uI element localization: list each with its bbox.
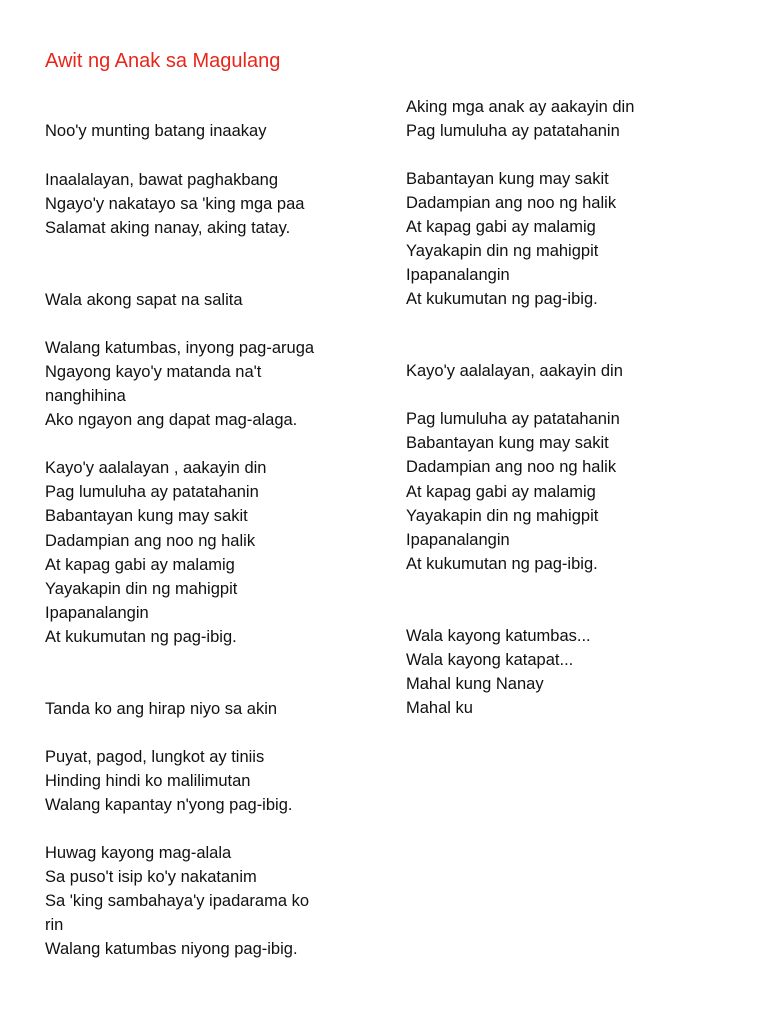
right-line-17: Wala kayong katumbas... <box>406 627 591 645</box>
left-line-8: nanghihina <box>45 387 126 405</box>
right-line-11: Babantayan kung may sakit <box>406 434 609 452</box>
right-line-18: Wala kayong katapat... <box>406 651 574 669</box>
left-line-5: Wala akong sapat na salita <box>45 291 243 309</box>
right-line-5: At kapag gabi ay malamig <box>406 218 596 236</box>
right-line-4: Dadampian ang noo ng halik <box>406 194 617 212</box>
right-line-14: Yayakapin din ng mahigpit <box>406 507 599 525</box>
right-line-2: Pag lumuluha ay patatahanin <box>406 122 620 140</box>
left-line-1: Noo'y munting batang inaakay <box>45 122 267 140</box>
left-line-25: rin <box>45 916 64 934</box>
left-line-26: Walang katumbas niyong pag-ibig. <box>45 940 298 958</box>
left-line-21: Walang kapantay n'yong pag-ibig. <box>45 796 293 814</box>
right-line-19: Mahal kung Nanay <box>406 675 544 693</box>
right-line-9: Kayo'y aalalayan, aakayin din <box>406 362 623 380</box>
left-line-12: Babantayan kung may sakit <box>45 507 248 525</box>
left-line-3: Ngayo'y nakatayo sa 'king mga paa <box>45 195 305 213</box>
left-line-23: Sa puso't isip ko'y nakatanim <box>45 868 257 886</box>
right-line-7: Ipapanalangin <box>406 266 510 284</box>
left-line-20: Hinding hindi ko malilimutan <box>45 772 251 790</box>
right-line-20: Mahal ku <box>406 699 473 717</box>
left-line-16: Ipapanalangin <box>45 604 149 622</box>
left-line-13: Dadampian ang noo ng halik <box>45 532 256 550</box>
right-line-10: Pag lumuluha ay patatahanin <box>406 410 620 428</box>
left-line-11: Pag lumuluha ay patatahanin <box>45 483 259 501</box>
right-line-12: Dadampian ang noo ng halik <box>406 458 617 476</box>
left-line-10: Kayo'y aalalayan , aakayin din <box>45 459 267 477</box>
left-line-15: Yayakapin din ng mahigpit <box>45 580 238 598</box>
left-line-6: Walang katumbas, inyong pag-aruga <box>45 339 315 357</box>
right-line-6: Yayakapin din ng mahigpit <box>406 242 599 260</box>
left-line-24: Sa 'king sambahaya'y ipadarama ko <box>45 892 310 910</box>
left-line-4: Salamat aking nanay, aking tatay. <box>45 219 291 237</box>
left-line-2: Inaalalayan, bawat paghakbang <box>45 171 279 189</box>
left-line-9: Ako ngayon ang dapat mag-alaga. <box>45 411 298 429</box>
right-line-8: At kukumutan ng pag-ibig. <box>406 290 598 308</box>
document-title: Awit ng Anak sa Magulang <box>45 50 281 72</box>
left-line-18: Tanda ko ang hirap niyo sa akin <box>45 700 278 718</box>
left-line-19: Puyat, pagod, lungkot ay tiniis <box>45 748 265 766</box>
left-line-17: At kukumutan ng pag-ibig. <box>45 628 237 646</box>
right-line-13: At kapag gabi ay malamig <box>406 483 596 501</box>
left-line-7: Ngayong kayo'y matanda na't <box>45 363 262 381</box>
right-line-3: Babantayan kung may sakit <box>406 170 609 188</box>
right-line-15: Ipapanalangin <box>406 531 510 549</box>
left-line-14: At kapag gabi ay malamig <box>45 556 235 574</box>
left-line-22: Huwag kayong mag-alala <box>45 844 232 862</box>
right-line-1: Aking mga anak ay aakayin din <box>406 98 635 116</box>
right-line-16: At kukumutan ng pag-ibig. <box>406 555 598 573</box>
